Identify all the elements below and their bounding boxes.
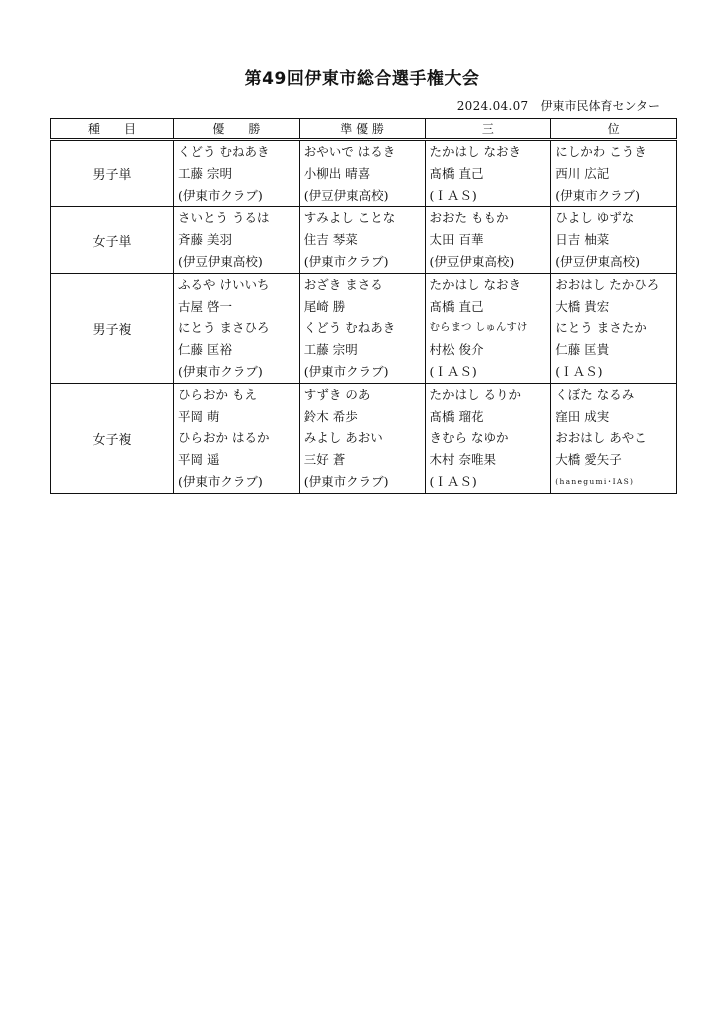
event-row-womens-singles	[51, 207, 677, 273]
player-club: (伊東市クラブ)	[303, 253, 389, 269]
player-name: 仁藤 匡貴	[555, 342, 610, 358]
runner-up-cell	[299, 207, 425, 273]
runner-up-cell	[299, 140, 425, 207]
player-kana: むらまつ しゅんすけ	[429, 321, 528, 334]
player-club: (ＩＡＳ)	[429, 473, 477, 489]
header-third-b: 位	[551, 119, 677, 140]
player-name: 小柳出 晴喜	[303, 165, 371, 181]
event-name: 男子単	[92, 168, 132, 184]
event-row-womens-doubles	[51, 383, 677, 493]
player-kana: たかはし なおき	[429, 144, 521, 159]
player-name: 平岡 遥	[178, 452, 220, 468]
player-name: 住吉 琴菜	[303, 232, 358, 248]
third-place-cell-b	[551, 383, 677, 493]
player-name: 大橋 愛矢子	[555, 452, 622, 468]
event-name: 男子複	[51, 273, 174, 383]
player-club: (hanegumi･IAS)	[555, 476, 635, 486]
player-name: 古屋 啓一	[178, 298, 232, 314]
player-name: 工藤 宗明	[178, 165, 232, 181]
event-date: 2024.04.07	[456, 99, 529, 113]
player-club: (伊豆伊東高校)	[303, 187, 389, 203]
winner-cell	[174, 207, 300, 273]
player-name: 西川 広記	[555, 165, 610, 181]
player-name: 太田 百華	[429, 232, 484, 248]
player-club: (ＩＡＳ)	[429, 187, 477, 203]
header-runner-up: 準 優 勝	[299, 119, 425, 140]
header-row	[51, 119, 677, 140]
third-place-cell-a	[425, 140, 551, 207]
player-kana: おおはし たかひろ	[555, 276, 660, 292]
page-title: 第49回伊東市総合選手権大会	[244, 69, 480, 89]
player-kana: くどう むねあき	[303, 320, 396, 336]
event-row-mens-doubles	[51, 273, 677, 383]
header-third-a: 三	[425, 119, 551, 140]
third-place-cell-b	[551, 207, 677, 273]
player-kana: すみよし ことな	[303, 210, 396, 226]
event-row-mens-singles	[51, 140, 677, 207]
player-club: (伊豆伊東高校)	[429, 253, 515, 269]
header-winner: 優 勝	[174, 119, 300, 140]
player-name: 工藤 宗明	[303, 342, 358, 358]
player-kana: ふるや けいいち	[178, 276, 270, 292]
player-name: 尾崎 勝	[303, 298, 346, 314]
player-name: 木村 奈唯果	[429, 452, 496, 468]
player-kana: おざき まさる	[303, 276, 383, 292]
winner-cell	[174, 140, 300, 207]
player-kana: みよし あおい	[303, 430, 383, 446]
player-name: 髙橋 直己	[429, 298, 484, 314]
player-name: 窪田 成実	[555, 408, 610, 424]
player-name: 髙橋 直己	[429, 165, 484, 181]
runner-up-cell	[299, 383, 425, 493]
player-kana: おやいで はるき	[303, 144, 396, 159]
player-name: 三好 蒼	[303, 452, 346, 468]
player-club: (伊東市クラブ)	[178, 363, 263, 379]
player-kana: たかはし るりか	[429, 386, 521, 402]
player-club: (伊東市クラブ)	[303, 363, 389, 379]
player-kana: くぼた なるみ	[555, 386, 635, 402]
player-club: (伊豆伊東高校)	[178, 253, 263, 269]
third-place-cell-a	[425, 273, 551, 383]
event-name: 女子単	[51, 207, 174, 273]
player-club: (伊東市クラブ)	[178, 187, 263, 203]
player-club: (ＩＡＳ)	[555, 363, 603, 379]
player-name: 髙橋 瑠花	[429, 408, 484, 424]
player-kana: ひらおか はるか	[178, 430, 270, 446]
player-name: 平岡 萌	[178, 408, 220, 424]
event-name: 女子複	[51, 383, 174, 493]
player-name: 仁藤 匡裕	[178, 342, 232, 358]
player-club: (伊東市クラブ)	[555, 187, 641, 203]
player-kana: にとう まさたか	[555, 320, 647, 336]
player-name: 斉藤 美羽	[178, 232, 232, 248]
player-name: 鈴木 希歩	[303, 408, 358, 424]
third-place-cell-b	[551, 140, 677, 207]
player-name: 村松 俊介	[429, 342, 484, 358]
player-club: (伊東市クラブ)	[178, 473, 263, 489]
third-place-cell-a	[425, 383, 551, 493]
third-place-cell-a	[425, 207, 551, 273]
third-place-cell-b	[551, 273, 677, 383]
player-kana: くどう むねあき	[178, 144, 270, 159]
event-venue: 伊東市民体育センター	[540, 99, 660, 113]
player-name: 大橋 貴宏	[555, 298, 610, 314]
player-kana: にしかわ こうき	[555, 144, 647, 159]
player-kana: ひよし ゆずな	[555, 210, 635, 226]
player-kana: きむら なゆか	[429, 430, 509, 446]
player-kana: にとう まさひろ	[178, 320, 270, 336]
player-kana: おおはし あやこ	[555, 430, 647, 446]
player-name: 日吉 柚菜	[555, 232, 610, 248]
event-meta	[457, 97, 660, 114]
player-club: (伊東市クラブ)	[303, 473, 389, 489]
winner-cell	[174, 273, 300, 383]
player-kana: ひらおか もえ	[178, 386, 257, 402]
player-kana: たかはし なおき	[429, 276, 521, 292]
header-event: 種 目	[51, 119, 174, 140]
player-kana: すずき のあ	[303, 386, 371, 402]
player-club: (伊豆伊東高校)	[555, 253, 641, 269]
results-table	[50, 118, 677, 494]
winner-cell	[174, 383, 300, 493]
runner-up-cell	[299, 273, 425, 383]
player-kana: さいとう うるは	[178, 210, 270, 226]
player-club: (ＩＡＳ)	[429, 363, 477, 379]
player-kana: おおた ももか	[429, 210, 509, 226]
